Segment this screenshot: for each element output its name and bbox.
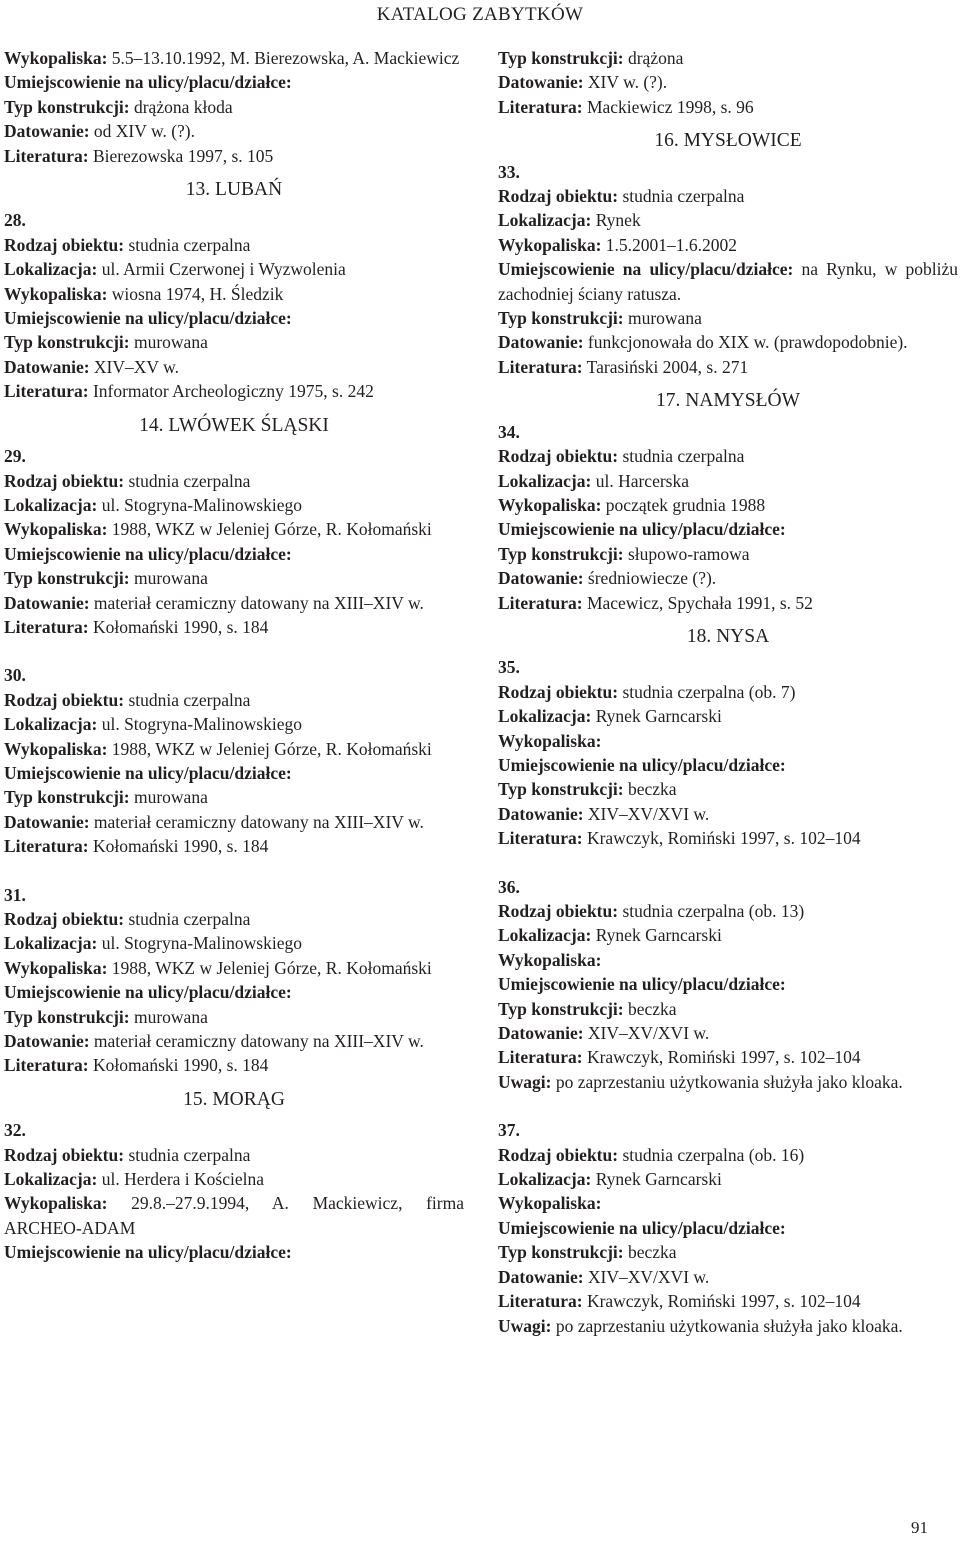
section-heading: 18. NYSA xyxy=(686,625,770,647)
field-datowanie: Datowanie: funkcjonowała do XIX w. (prawdopodobnie). xyxy=(498,332,908,353)
field-literatura: Literatura: Informator Archeologiczny 1975, s. 242 xyxy=(4,381,374,402)
field-lokalizacja: Lokalizacja: Rynek Garncarski xyxy=(498,706,722,727)
field-wykopaliska: Wykopaliska: 1988, WKZ w Jeleniej Górze, R. Kołomański xyxy=(4,957,432,978)
field-lokalizacja: Lokalizacja: ul. Stogryna-Malinowskiego xyxy=(4,714,302,735)
field-lokalizacja: Lokalizacja: ul. Harcerska xyxy=(498,470,689,491)
field-datowanie: Datowanie: XIV–XV w. xyxy=(4,356,179,377)
field-rodzaj: Rodzaj obiektu: studnia czerpalna xyxy=(498,186,745,207)
field-wykopaliska: Wykopaliska: xyxy=(498,1193,602,1214)
field-uwagi: Uwagi: po zaprzestaniu użytkowania służyła jako kloaka. xyxy=(498,1071,903,1092)
field-rodzaj: Rodzaj obiektu: studnia czerpalna xyxy=(4,909,251,929)
field-datowanie: Datowanie: XIV–XV/XVI w. xyxy=(498,1266,710,1287)
entry-34 xyxy=(498,420,958,615)
field-wykopaliska: Wykopaliska: 5.5–13.10.1992, M. Bierezowska, A. Mackiewicz xyxy=(4,48,460,68)
entry-30 xyxy=(4,663,464,858)
field-umiejscowienie: Umiejscowienie na ulicy/placu/działce: xyxy=(4,308,292,329)
field-typ: Typ konstrukcji: murowana xyxy=(4,332,208,353)
field-datowanie: Datowanie: materiał ceramiczny datowany na XIII–XIV w. xyxy=(4,592,424,613)
field-literatura: Literatura: Krawczyk, Romiński 1997, s. 102–104 xyxy=(498,828,861,849)
field-typ: Typ konstrukcji: beczka xyxy=(498,998,677,1019)
section-heading: 15. MORĄG xyxy=(183,1088,285,1110)
entry-36 xyxy=(498,875,958,1095)
field-lokalizacja: Lokalizacja: Rynek xyxy=(498,210,641,231)
field-wykopaliska: Wykopaliska: 1.5.2001–1.6.2002 xyxy=(498,234,738,255)
field-rodzaj: Rodzaj obiektu: studnia czerpalna xyxy=(4,234,251,255)
page-number: 91 xyxy=(911,1518,928,1537)
field-datowanie: Datowanie: od XIV w. (?). xyxy=(4,121,196,142)
field-literatura: Literatura: Bierezowska 1997, s. 105 xyxy=(4,145,274,166)
entry-number: 29. xyxy=(4,446,26,467)
field-umiejscowienie: Umiejscowienie na ulicy/placu/działce: xyxy=(4,762,292,783)
field-wykopaliska: Wykopaliska: początek grudnia 1988 xyxy=(498,494,766,515)
field-datowanie: Datowanie: XIV–XV/XVI w. xyxy=(498,803,710,824)
section-heading: 14. LWÓWEK ŚLĄSKI xyxy=(139,414,329,436)
entry-28 xyxy=(4,208,464,403)
field-datowanie: Datowanie: materiał ceramiczny datowany na XIII–XIV w. xyxy=(4,1031,424,1052)
field-literatura: Literatura: Mackiewicz 1998, s. 96 xyxy=(498,96,754,117)
left-column xyxy=(4,46,464,1265)
entry-number: 31. xyxy=(4,884,26,905)
field-umiejscowienie: Umiejscowienie na ulicy/placu/działce: xyxy=(498,754,786,775)
entry-32 xyxy=(4,1118,464,1264)
field-wykopaliska: Wykopaliska: xyxy=(498,730,602,751)
field-rodzaj: Rodzaj obiektu: studnia czerpalna (ob. 13) xyxy=(498,901,805,921)
field-rodzaj: Rodzaj obiektu: studnia czerpalna (ob. 16) xyxy=(498,1144,805,1165)
field-datowanie: Datowanie: materiał ceramiczny datowany na XIII–XIV w. xyxy=(4,811,424,832)
field-literatura: Literatura: Kołomański 1990, s. 184 xyxy=(4,1055,269,1076)
field-literatura: Literatura: Kołomański 1990, s. 184 xyxy=(4,836,269,857)
field-typ: Typ konstrukcji: murowana xyxy=(4,568,208,589)
field-umiejscowienie: Umiejscowienie na ulicy/placu/działce: xyxy=(498,519,786,540)
entry-number: 35. xyxy=(498,657,520,678)
field-literatura: Literatura: Krawczyk, Romiński 1997, s. 102–104 xyxy=(498,1291,861,1312)
field-umiejscowienie: Umiejscowienie na ulicy/placu/działce: na Rynku, w pobliżu zachodniej ściany ratusza. xyxy=(498,259,958,304)
entry-29 xyxy=(4,444,464,639)
entry-number: 36. xyxy=(498,876,520,897)
field-literatura: Literatura: Krawczyk, Romiński 1997, s. 102–104 xyxy=(498,1047,861,1068)
field-umiejscowienie: Umiejscowienie na ulicy/placu/działce: xyxy=(498,1217,786,1238)
field-wykopaliska: Wykopaliska: xyxy=(498,949,602,970)
field-typ: Typ konstrukcji: beczka xyxy=(498,1242,677,1263)
entry-31 xyxy=(4,883,464,1078)
field-literatura: Literatura: Tarasiński 2004, s. 271 xyxy=(498,356,749,377)
field-typ: Typ konstrukcji: murowana xyxy=(4,787,208,808)
field-lokalizacja: Lokalizacja: Rynek Garncarski xyxy=(498,925,722,946)
field-literatura: Literatura: Kołomański 1990, s. 184 xyxy=(4,616,269,637)
field-wykopaliska: Wykopaliska: 1988, WKZ w Jeleniej Górze, R. Kołomański xyxy=(4,519,432,540)
field-umiejscowienie: Umiejscowienie na ulicy/placu/działce: xyxy=(4,72,292,93)
field-umiejscowienie: Umiejscowienie na ulicy/placu/działce: xyxy=(4,982,292,1003)
section-heading: 13. LUBAŃ xyxy=(185,179,283,201)
field-datowanie: Datowanie: XIV w. (?). xyxy=(498,72,668,93)
field-lokalizacja: Lokalizacja: ul. Stogryna-Malinowskiego xyxy=(4,494,302,515)
field-typ: Typ konstrukcji: murowana xyxy=(498,308,702,329)
field-typ: Typ konstrukcji: murowana xyxy=(4,1006,208,1027)
entry-33 xyxy=(498,160,958,380)
section-heading: 16. MYSŁOWICE xyxy=(654,130,802,152)
entry-number: 34. xyxy=(498,421,520,442)
field-typ: Typ konstrukcji: drążona kłoda xyxy=(4,96,233,117)
field-umiejscowienie: Umiejscowienie na ulicy/placu/działce: xyxy=(4,1242,292,1263)
entry-number: 33. xyxy=(498,161,520,182)
entry-37 xyxy=(498,1118,958,1338)
entry-number: 28. xyxy=(4,210,26,231)
field-datowanie: Datowanie: XIV–XV/XVI w. xyxy=(498,1023,710,1044)
entry-number: 37. xyxy=(498,1120,520,1141)
field-lokalizacja: Lokalizacja: ul. Armii Czerwonej i Wyzwolenia xyxy=(4,259,346,280)
field-typ: Typ konstrukcji: drążona xyxy=(498,48,684,68)
field-rodzaj: Rodzaj obiektu: studnia czerpalna (ob. 7) xyxy=(498,681,796,702)
field-typ: Typ konstrukcji: beczka xyxy=(498,779,677,800)
entry-number: 32. xyxy=(4,1120,26,1141)
field-rodzaj: Rodzaj obiektu: studnia czerpalna xyxy=(4,1144,251,1165)
field-wykopaliska: Wykopaliska: wiosna 1974, H. Śledzik xyxy=(4,283,284,304)
field-typ: Typ konstrukcji: słupowo-ramowa xyxy=(498,543,750,564)
field-rodzaj: Rodzaj obiektu: studnia czerpalna xyxy=(498,446,745,467)
field-lokalizacja: Lokalizacja: Rynek Garncarski xyxy=(498,1169,722,1190)
field-umiejscowienie: Umiejscowienie na ulicy/placu/działce: xyxy=(498,974,786,995)
field-uwagi: Uwagi: po zaprzestaniu użytkowania służyła jako kloaka. xyxy=(498,1315,903,1336)
entry-number: 30. xyxy=(4,665,26,686)
right-column xyxy=(498,46,958,1338)
field-umiejscowienie: Umiejscowienie na ulicy/placu/działce: xyxy=(4,543,292,564)
field-wykopaliska: Wykopaliska: 1988, WKZ w Jeleniej Górze, R. Kołomański xyxy=(4,738,432,759)
entry-35 xyxy=(498,655,958,850)
field-rodzaj: Rodzaj obiektu: studnia czerpalna xyxy=(4,470,251,491)
field-rodzaj: Rodzaj obiektu: studnia czerpalna xyxy=(4,689,251,710)
field-lokalizacja: Lokalizacja: ul. Herdera i Kościelna xyxy=(4,1169,264,1190)
entry-32-continued xyxy=(498,46,958,119)
field-lokalizacja: Lokalizacja: ul. Stogryna-Malinowskiego xyxy=(4,933,302,954)
field-wykopaliska: Wykopaliska: 29.8.–27.9.1994, A. Mackiewicz, firma ARCHEO-ADAM xyxy=(4,1193,464,1238)
section-heading: 17. NAMYSŁÓW xyxy=(655,390,801,412)
running-header: KATALOG ZABYTKÓW xyxy=(376,4,584,25)
field-datowanie: Datowanie: średniowiecze (?). xyxy=(498,568,717,589)
entry-preamble xyxy=(4,46,464,168)
field-literatura: Literatura: Macewicz, Spychała 1991, s. 52 xyxy=(498,592,813,613)
